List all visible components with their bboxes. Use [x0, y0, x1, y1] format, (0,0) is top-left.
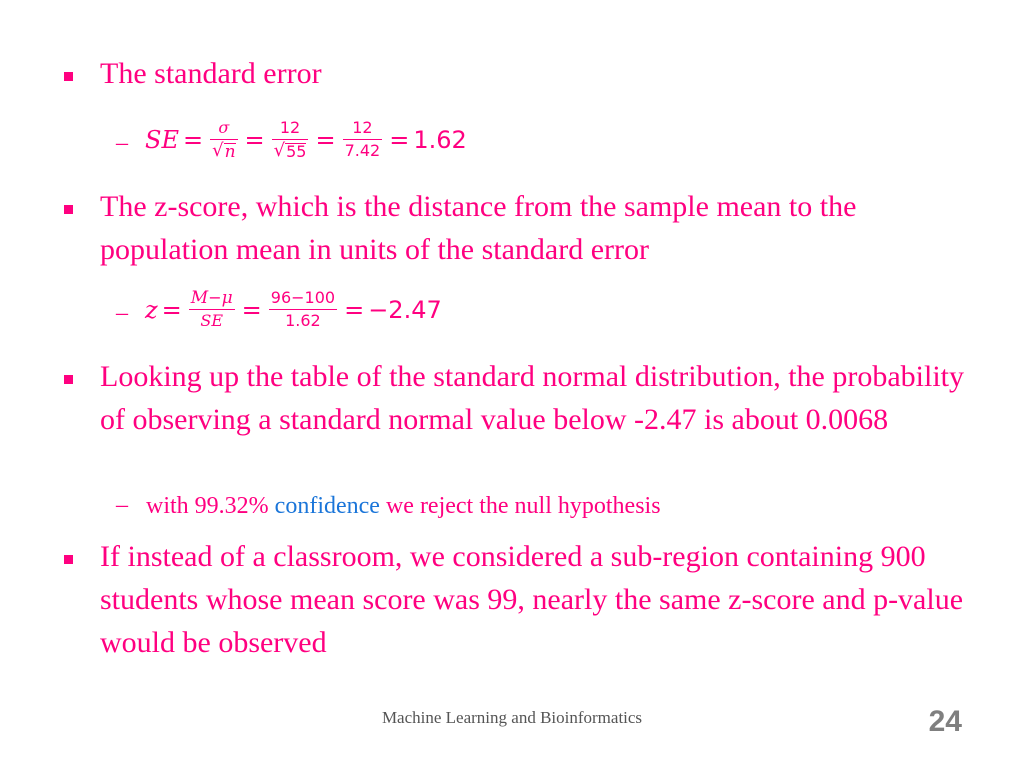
se-symbol: SE [145, 125, 179, 154]
minus-sign: − [208, 288, 222, 307]
page-number: 24 [928, 705, 962, 738]
twelve-over-sqrt-55 [272, 119, 309, 160]
fraction-numerator: 12 [352, 118, 373, 137]
sub-bullet-dash: – [116, 300, 128, 326]
sqrt-symbol: √ [212, 140, 224, 161]
bullet-table-lookup: Looking up the table of the standard normal distribution, the probability of observing a standard normal value below -2.47 is about 0.0068 [100, 360, 964, 436]
bullet-marker [64, 555, 73, 564]
se-result: 1.62 [413, 125, 467, 154]
sub-bullet-dash: – [116, 492, 128, 518]
equals-sign: = [244, 125, 265, 154]
footer-title: Machine Learning and Bioinformatics [381, 708, 643, 727]
z-symbol: z [145, 295, 158, 324]
confidence-suffix: we reject the null hypothesis [385, 493, 661, 519]
se-symbol: SE [200, 311, 224, 330]
z-result: −2.47 [368, 295, 442, 324]
z-formula [145, 289, 442, 330]
equals-sign: = [389, 125, 410, 154]
bullet-z-score: The z-score, which is the distance from the sample mean to the population mean in units of the standard error [100, 190, 857, 266]
fraction-denominator: 55 [286, 142, 307, 161]
fraction-denominator: 1.62 [285, 311, 321, 330]
equals-sign: = [182, 125, 204, 154]
bullet-marker [64, 375, 73, 384]
equals-sign: = [315, 125, 336, 154]
twelve-over-742 [343, 119, 383, 160]
fraction-numerator: 96−100 [270, 288, 336, 307]
bullet-marker [64, 205, 73, 214]
n-symbol: n [224, 142, 236, 162]
m-symbol: M [190, 288, 209, 308]
sub-bullet-dash: – [116, 130, 128, 156]
fraction-numerator: 12 [279, 118, 301, 137]
sigma-symbol: σ [218, 118, 230, 137]
equals-sign: = [241, 295, 262, 324]
sigma-over-sqrt-n [210, 119, 237, 160]
confidence-highlight: confidence [274, 493, 380, 519]
bullet-marker [64, 72, 73, 81]
mu-symbol: μ [221, 288, 233, 308]
bullet-sub-region: If instead of a classroom, we considered a sub-region containing 900 students whose mean score was 99, nearly the same z-score and p-value would be observed [100, 540, 964, 659]
fraction-denominator: 7.42 [344, 141, 381, 160]
confidence-prefix: with 99.32% [146, 493, 269, 519]
equals-sign: = [161, 295, 182, 324]
m-minus-mu-over-se [189, 289, 235, 330]
bullet-standard-error: The standard error [100, 57, 322, 90]
se-formula [145, 119, 467, 160]
sqrt-symbol: √ [273, 140, 286, 161]
confidence-statement [146, 491, 661, 521]
equals-sign: = [344, 295, 365, 324]
96-minus-100-over-162 [269, 289, 337, 330]
